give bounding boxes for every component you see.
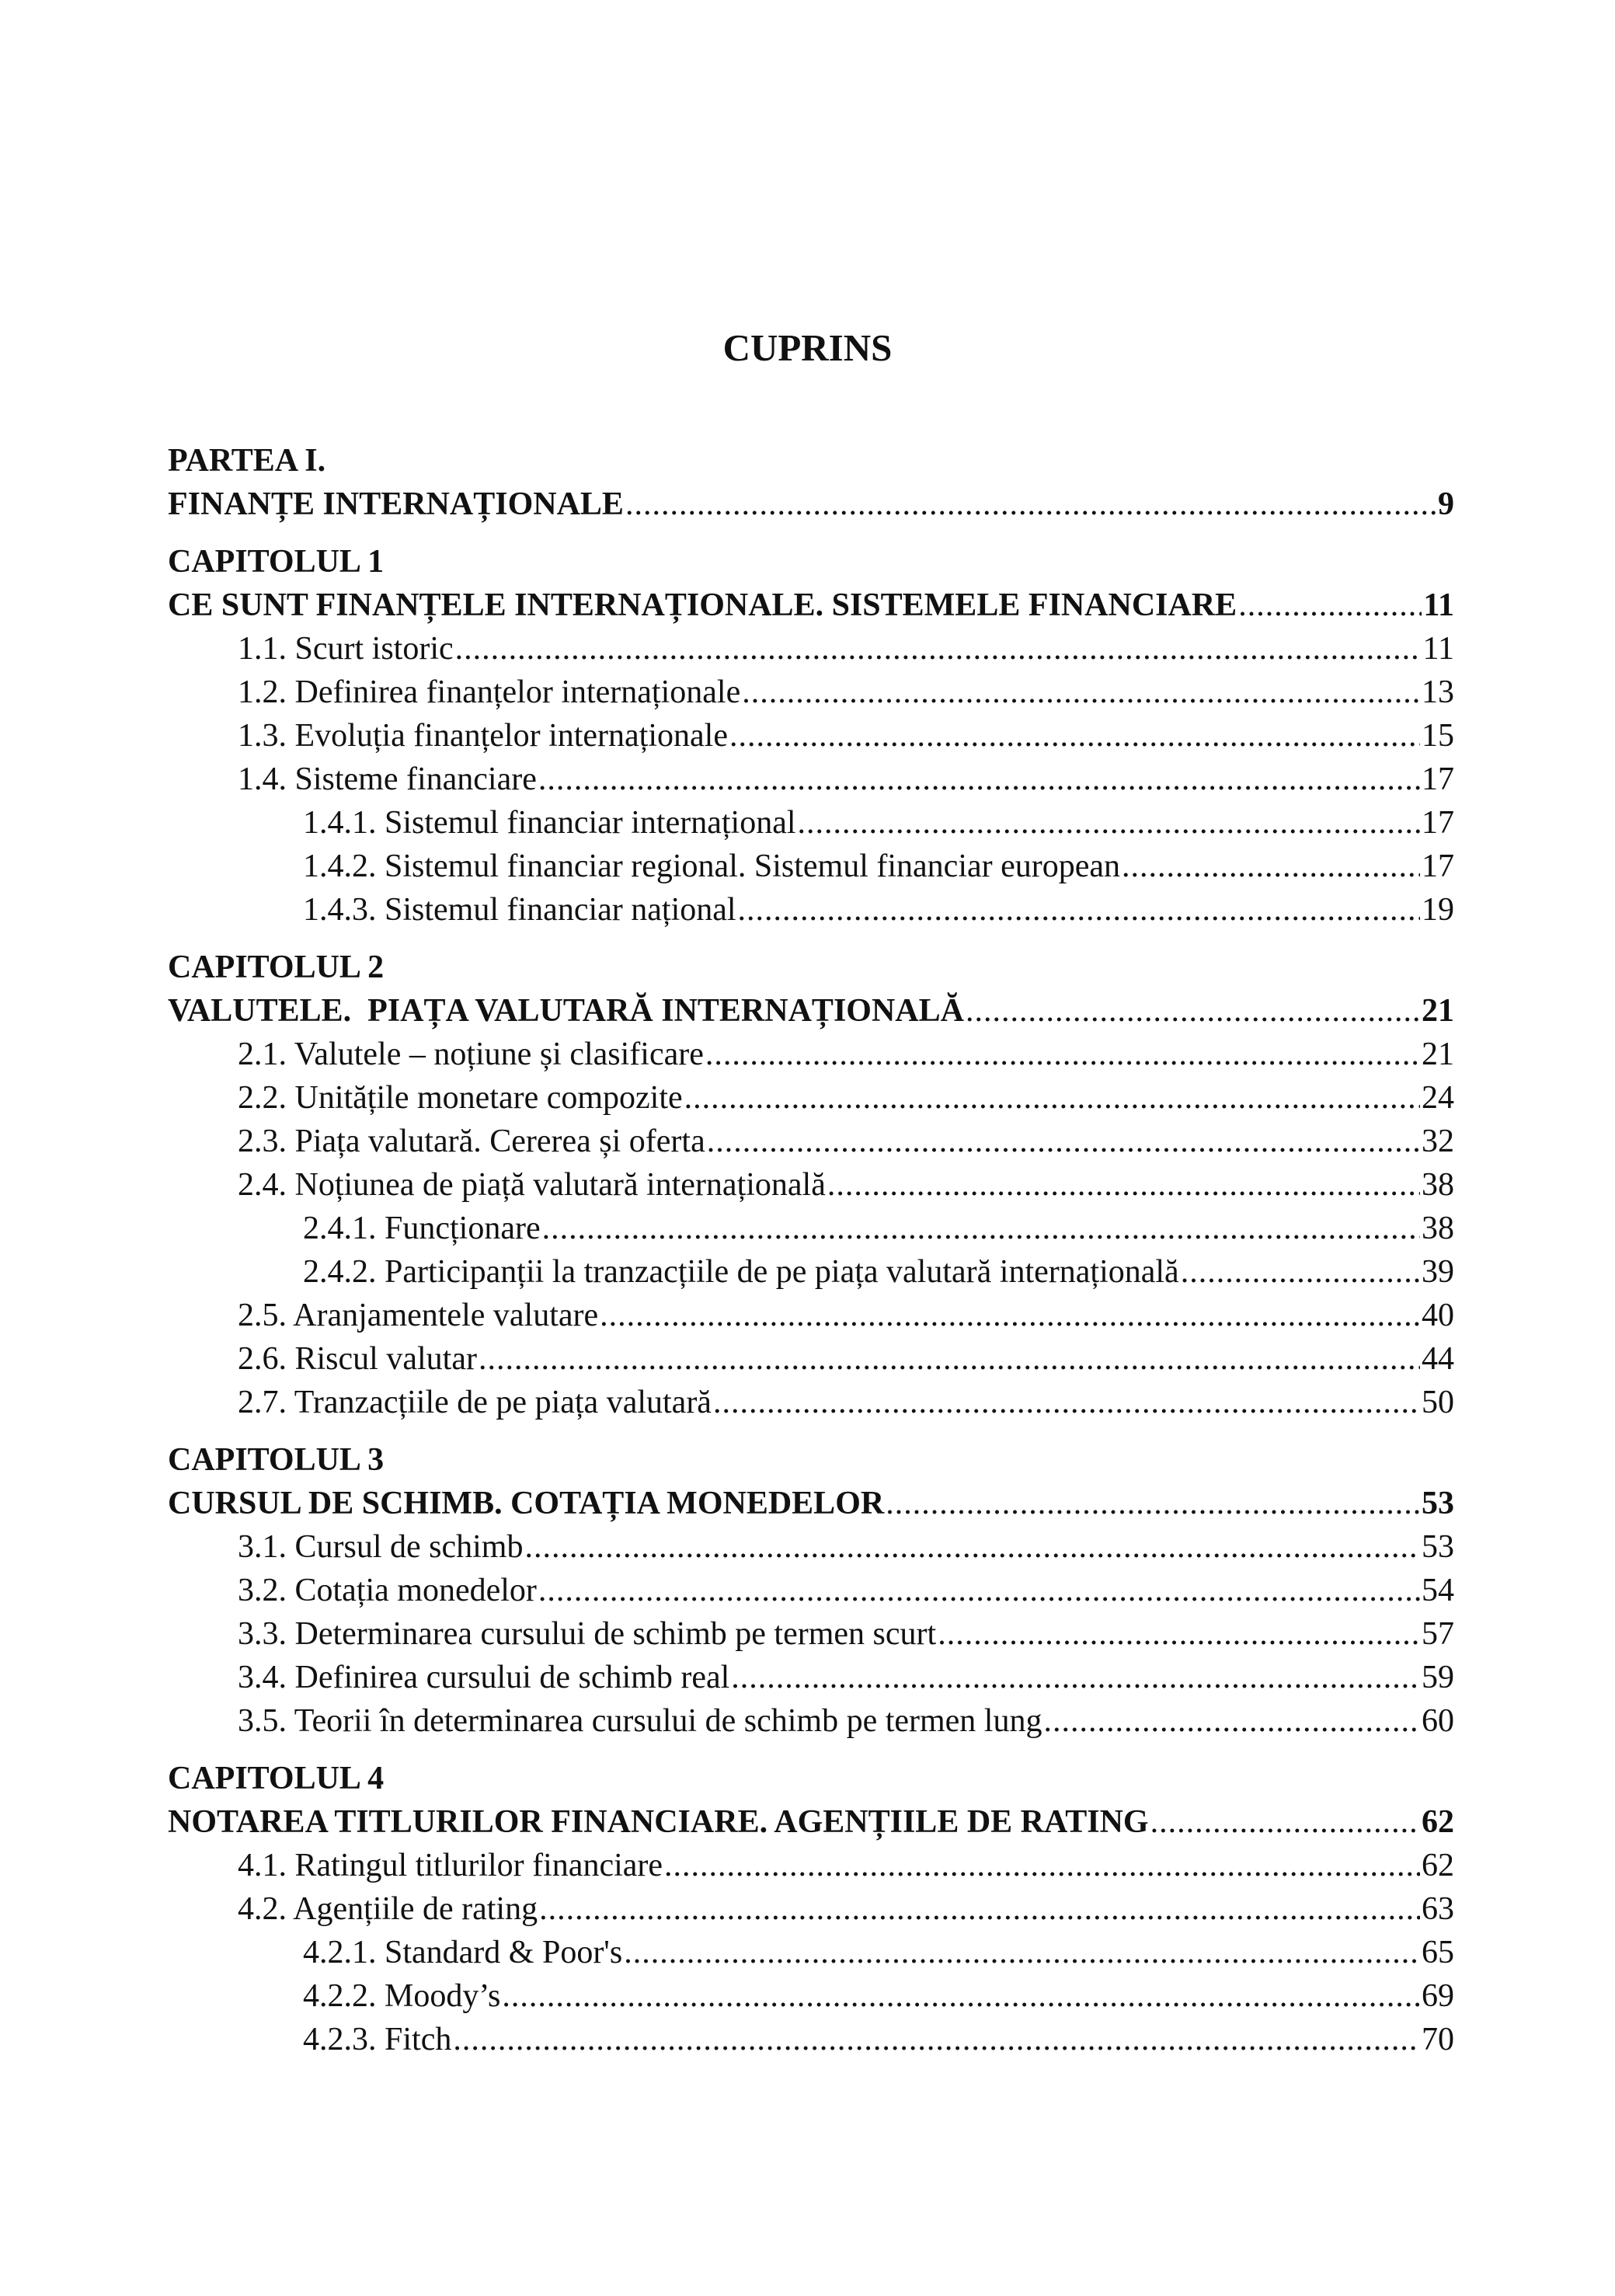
page-title: CUPRINS [722,326,893,369]
toc-subentry[interactable] [168,888,1454,932]
leader-dots [479,1337,1420,1381]
leader-dots [539,1887,1420,1931]
page-number: 54 [1422,1573,1454,1608]
toc-entry[interactable] [168,1337,1454,1381]
leader-dots [625,483,1436,526]
toc-entry-text: 1.4. Sisteme financiare [238,761,537,797]
leader-dots [1238,584,1422,627]
toc-entry[interactable] [168,1699,1454,1743]
page-number: 57 [1422,1616,1454,1652]
page-number: 50 [1422,1385,1454,1420]
chapter-label: CAPITOLUL 2 [168,949,385,985]
page-number: 44 [1422,1341,1454,1377]
leader-dots [538,1569,1420,1612]
toc-entry[interactable] [168,671,1454,714]
part-label: PARTEA I. [168,443,326,479]
toc-entry-text: 2.3. Piața valutară. Cererea și oferta [238,1124,705,1159]
toc-entry[interactable] [168,1033,1454,1076]
toc-entry[interactable] [168,1163,1454,1207]
toc-subentry[interactable] [168,1974,1454,2018]
leader-dots [624,1931,1420,1974]
toc-entry-text: 2.6. Riscul valutar [238,1341,477,1377]
toc-entry-text: 2.5. Aranjamentele valutare [238,1298,599,1333]
page-number: 40 [1422,1298,1454,1333]
toc-entry-text: 4.2.1. Standard & Poor's [303,1935,623,1970]
chapter-title-row[interactable] [168,989,1454,1033]
page-number: 70 [1422,2022,1454,2057]
toc-entry-text: 3.3. Determinarea cursului de schimb pe termen scurt [238,1616,937,1652]
page-number: 39 [1422,1254,1454,1290]
chapter-title-row[interactable] [168,584,1454,627]
leader-dots [827,1163,1420,1207]
chapter-label-row [168,1757,1454,1800]
part-title-row[interactable] [168,483,1454,526]
page-number: 38 [1422,1167,1454,1203]
chapter-label-row [168,540,1454,584]
toc-entry[interactable] [168,1887,1454,1931]
leader-dots [538,758,1420,801]
leader-dots [742,671,1420,714]
toc-entry-text: 1.4.1. Sistemul financiar internațional [303,805,796,841]
toc-entry[interactable] [168,1381,1454,1424]
toc-entry-text: 2.1. Valutele – noțiune și clasificare [238,1037,704,1072]
toc-entry-text: 3.1. Cursul de schimb [238,1529,524,1565]
toc-entry[interactable] [168,1120,1454,1163]
chapter-title: VALUTELE. PIAȚA VALUTARĂ INTERNAȚIONALĂ [168,993,964,1029]
toc-entry[interactable] [168,758,1454,801]
chapter-title: CE SUNT FINANȚELE INTERNAȚIONALE. SISTEMELE FINANCIARE [168,587,1237,623]
toc-subentry[interactable] [168,1207,1454,1250]
toc-entry-text: 1.1. Scurt istoric [238,631,454,667]
page-number: 32 [1422,1124,1454,1159]
chapter-title: NOTAREA TITLURILOR FINANCIARE. AGENȚIILE DE RATING [168,1804,1149,1840]
leader-dots [1122,845,1420,888]
page-number: 60 [1422,1703,1454,1739]
leader-dots [729,714,1420,758]
toc-entry[interactable] [168,1525,1454,1569]
chapter-label: CAPITOLUL 1 [168,544,385,580]
leader-dots [798,801,1420,845]
leader-dots [707,1120,1420,1163]
toc-entry-text: 2.2. Unitățile monetare compozite [238,1080,683,1116]
page-number: 15 [1422,718,1454,754]
leader-dots [886,1482,1420,1525]
page-number: 21 [1422,993,1454,1029]
toc-entry-text: 2.4.2. Participanții la tranzacțiile de pe piața valutară internațională [303,1254,1179,1290]
leader-dots [524,1525,1420,1569]
leader-dots [938,1612,1420,1656]
toc-entry-text: 2.7. Tranzacțiile de pe piața valutară [238,1385,712,1420]
toc-entry-text: 4.1. Ratingul titlurilor financiare [238,1848,663,1883]
page-number: 63 [1422,1891,1454,1927]
toc-entry[interactable] [168,627,1454,671]
leader-dots [453,2018,1420,2061]
page-number: 17 [1422,761,1454,797]
page-number: 17 [1422,805,1454,841]
toc-entry[interactable] [168,1612,1454,1656]
leader-dots [731,1656,1420,1699]
leader-dots [664,1844,1420,1887]
page-number: 17 [1422,848,1454,884]
page-number: 9 [1438,486,1454,522]
part-label-row [168,439,1454,483]
toc-subentry[interactable] [168,2018,1454,2061]
chapter-label-row [168,946,1454,989]
page-number: 59 [1422,1660,1454,1695]
chapter-label: CAPITOLUL 3 [168,1442,385,1478]
chapter-title: CURSUL DE SCHIMB. COTAȚIA MONEDELOR [168,1486,885,1521]
leader-dots [455,627,1422,671]
leader-dots [502,1974,1420,2018]
toc-entry-text: 1.3. Evoluția finanțelor internaționale [238,718,728,754]
table-of-contents [168,439,1454,2061]
toc-entry[interactable] [168,1294,1454,1337]
toc-entry[interactable] [168,1656,1454,1699]
toc-entry[interactable] [168,1844,1454,1887]
page-number: 62 [1422,1804,1454,1840]
toc-subentry[interactable] [168,801,1454,845]
page-number: 62 [1422,1848,1454,1883]
page-number: 65 [1422,1935,1454,1970]
page-number: 19 [1422,892,1454,928]
toc-entry-text: 3.2. Cotația monedelor [238,1573,537,1608]
toc-subentry[interactable] [168,845,1454,888]
page-number: 53 [1422,1529,1454,1565]
chapter-label: CAPITOLUL 4 [168,1761,385,1796]
page-number: 53 [1422,1486,1454,1521]
toc-entry-text: 4.2.2. Moody’s [303,1978,501,2014]
toc-entry-text: 3.4. Definirea cursului de schimb real [238,1660,730,1695]
leader-dots [713,1381,1420,1424]
leader-dots [600,1294,1420,1337]
page-number: 13 [1422,674,1454,710]
leader-dots [1043,1699,1420,1743]
toc-subentry[interactable] [168,1250,1454,1294]
toc-entry-text: 3.5. Teorii în determinarea cursului de schimb pe termen lung [238,1703,1042,1739]
toc-entry-text: 1.4.3. Sistemul financiar național [303,892,736,928]
leader-dots [738,888,1420,932]
page-number: 11 [1422,631,1454,667]
toc-entry[interactable] [168,1076,1454,1120]
chapter-label-row [168,1438,1454,1482]
leader-dots [542,1207,1420,1250]
toc-entry-text: 2.4. Noțiunea de piață valutară internațională [238,1167,826,1203]
toc-subentry[interactable] [168,1931,1454,1974]
part-title: FINANȚE INTERNAȚIONALE [168,486,624,522]
page-number: 69 [1422,1978,1454,2014]
leader-dots [705,1033,1420,1076]
toc-entry-text: 1.4.2. Sistemul financiar regional. Sistemul financiar european [303,848,1121,884]
page-number: 11 [1423,587,1454,623]
page-number: 21 [1422,1037,1454,1072]
leader-dots [966,989,1420,1033]
leader-dots [1150,1800,1420,1844]
toc-entry-text: 4.2.3. Fitch [303,2022,452,2057]
chapter-title-row[interactable] [168,1482,1454,1525]
toc-entry[interactable] [168,1569,1454,1612]
toc-entry-text: 2.4.1. Funcționare [303,1211,541,1246]
leader-dots [1181,1250,1420,1294]
chapter-title-row[interactable] [168,1800,1454,1844]
page-number: 24 [1422,1080,1454,1116]
page-number: 38 [1422,1211,1454,1246]
leader-dots [684,1076,1420,1120]
toc-entry-text: 1.2. Definirea finanțelor internaționale [238,674,741,710]
toc-entry-text: 4.2. Agențiile de rating [238,1891,538,1927]
toc-entry[interactable] [168,714,1454,758]
